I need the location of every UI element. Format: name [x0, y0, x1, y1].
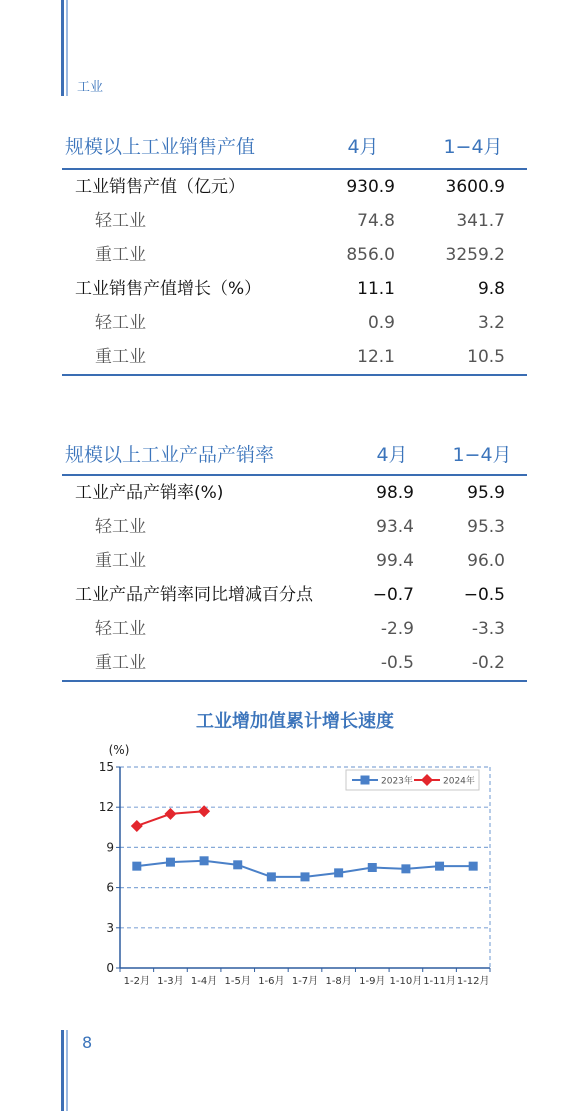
- table-row: [62, 238, 527, 272]
- value-month: -2.9: [380, 619, 414, 639]
- sales-rate-table: [62, 438, 527, 682]
- y-tick-label: 15: [98, 760, 114, 774]
- x-tick-label: 1-8月: [325, 976, 352, 987]
- value-month: −0.7: [372, 585, 414, 605]
- bottom-accent-bar-light: [66, 1030, 68, 1111]
- data-point: [200, 856, 209, 865]
- value-cumulative: 3.2: [477, 313, 505, 333]
- column-header-cumulative: 1−4月: [443, 136, 503, 158]
- chart-title: 工业增加值累计增长速度: [196, 711, 394, 732]
- value-cumulative: 10.5: [467, 347, 505, 367]
- data-point: [131, 820, 143, 832]
- value-cumulative: -3.3: [471, 619, 505, 639]
- value-cumulative: 3600.9: [445, 177, 505, 197]
- row-label: 重工业: [95, 245, 146, 265]
- y-tick-label: 6: [106, 880, 114, 895]
- row-label: 重工业: [95, 551, 146, 571]
- row-label: 轻工业: [95, 517, 146, 537]
- data-point: [469, 862, 478, 871]
- value-month: 98.9: [376, 483, 414, 503]
- value-month: 12.1: [357, 347, 395, 367]
- value-cumulative: 95.9: [467, 483, 505, 503]
- value-month: 11.1: [357, 279, 395, 299]
- value-month: 930.9: [346, 177, 395, 197]
- table-row: [62, 170, 527, 204]
- data-point: [334, 868, 343, 877]
- y-tick-label: 9: [106, 840, 114, 855]
- top-accent-bar: [61, 0, 64, 96]
- table-header: [62, 130, 527, 170]
- data-point: [267, 872, 276, 881]
- row-label: 重工业: [95, 347, 146, 367]
- value-month: 93.4: [376, 517, 414, 537]
- y-tick-label: 3: [106, 920, 114, 935]
- x-tick-label: 1-6月: [258, 976, 285, 987]
- table-header: [62, 438, 527, 476]
- x-tick-label: 1-7月: [291, 976, 319, 987]
- x-tick-label: 1-4月: [190, 976, 218, 987]
- x-tick-label: 1-9月: [359, 976, 386, 987]
- row-label: 工业销售产值（亿元）: [75, 177, 245, 197]
- value-month: 99.4: [376, 551, 414, 571]
- value-month: 856.0: [346, 245, 395, 265]
- row-label: 轻工业: [95, 313, 146, 333]
- value-month: 74.8: [357, 211, 395, 231]
- section-label: 工业: [77, 80, 104, 95]
- data-point: [301, 872, 310, 881]
- page-number: 8: [82, 1033, 93, 1052]
- data-point: [401, 864, 410, 873]
- value-cumulative: 95.3: [467, 517, 505, 537]
- value-cumulative: −0.5: [463, 585, 505, 605]
- value-cumulative: 341.7: [456, 211, 505, 231]
- row-label: 工业销售产值增长（%）: [75, 279, 262, 299]
- y-axis-unit: (%): [108, 743, 130, 757]
- table-row: [62, 578, 527, 612]
- y-tick-label: 12: [98, 800, 114, 815]
- row-label: 轻工业: [95, 619, 146, 639]
- column-header-month: 4月: [347, 136, 379, 158]
- top-accent-bar-light: [66, 0, 68, 96]
- legend-label: 2024年: [443, 776, 475, 787]
- table-row: [62, 204, 527, 238]
- value-cumulative: -0.2: [471, 653, 505, 673]
- table-row: [62, 510, 527, 544]
- data-point: [435, 862, 444, 871]
- legend-label: 2023年: [381, 776, 413, 787]
- data-point: [164, 808, 176, 820]
- column-header-cumulative: 1−4月: [452, 444, 512, 466]
- table-title: 规模以上工业产品产销率: [65, 444, 275, 466]
- value-cumulative: 3259.2: [445, 245, 505, 265]
- row-label: 工业产品产销率(%): [75, 483, 224, 503]
- value-cumulative: 9.8: [477, 279, 505, 299]
- data-point: [233, 860, 242, 869]
- table-row: [62, 306, 527, 340]
- row-label: 工业产品产销率同比增减百分点: [75, 585, 313, 605]
- data-point: [132, 862, 141, 871]
- table-row: [62, 612, 527, 646]
- row-label: 轻工业: [95, 211, 146, 231]
- table-row: [62, 340, 527, 374]
- y-tick-label: 0: [106, 961, 114, 975]
- data-point: [166, 858, 175, 867]
- data-point: [368, 863, 377, 872]
- x-tick-label: 1-5月: [224, 976, 251, 987]
- legend-marker: [361, 776, 370, 785]
- row-label: 重工业: [95, 653, 146, 673]
- value-cumulative: 96.0: [467, 551, 505, 571]
- sales-value-table: [62, 130, 527, 376]
- table-row: [62, 272, 527, 306]
- x-tick-label: 1-10月: [389, 976, 423, 987]
- table-row: [62, 476, 527, 510]
- column-header-month: 4月: [376, 444, 408, 466]
- table-title: 规模以上工业销售产值: [65, 136, 256, 158]
- value-month: 0.9: [367, 313, 395, 333]
- table-row: [62, 646, 527, 680]
- x-tick-label: 1-3月: [157, 976, 184, 987]
- x-tick-label: 1-11月: [423, 976, 456, 987]
- bottom-accent-bar: [61, 1030, 64, 1111]
- growth-line-chart: [0, 735, 584, 995]
- x-tick-label: 1-12月: [456, 976, 490, 987]
- x-tick-label: 1-2月: [123, 976, 150, 987]
- value-month: -0.5: [380, 653, 414, 673]
- table-row: [62, 544, 527, 578]
